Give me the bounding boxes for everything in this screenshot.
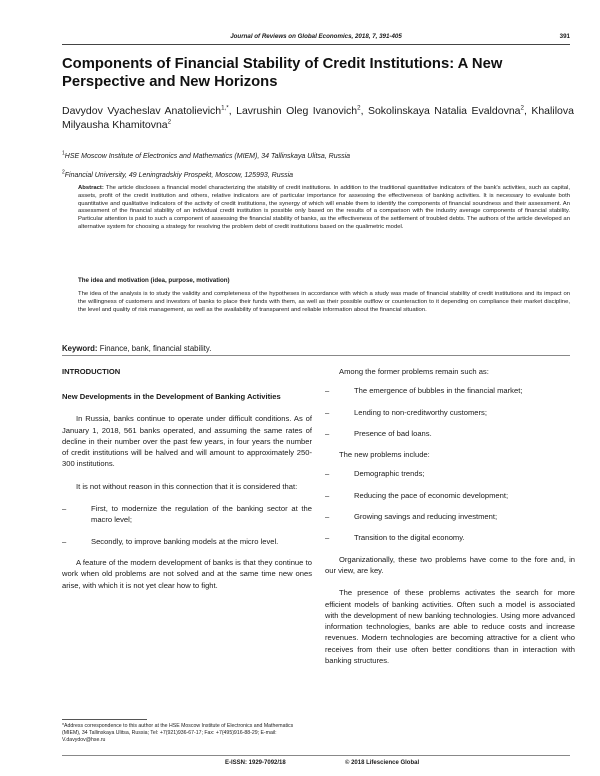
list-item-text: Secondly, to improve banking models at the micro level.: [91, 536, 279, 546]
list-intro: The new problems include:: [339, 450, 430, 460]
list-item-text: Lending to non-creditworthy customers;: [354, 407, 487, 417]
list-item: [325, 532, 575, 543]
list-item-text: Demographic trends;: [354, 469, 425, 479]
paragraph: A feature of the modern development of banks is that they continue to work when old problems are not solved and at the same time new ones arise, with which it is not yet clear how to fight.: [62, 557, 312, 590]
dash-marker: –: [325, 490, 330, 500]
abstract: [78, 185, 570, 232]
keywords: [62, 344, 211, 353]
affiliation-mark: 1: [62, 150, 65, 157]
list-intro: Among the former problems remain such as:: [339, 367, 489, 376]
header-divider: [62, 44, 570, 45]
author-affiliation-mark: 2: [357, 104, 361, 112]
author-list: Davydov Vyacheslav Anatolievich$^{1,*}$, Lavrushin Oleg Ivanovich$^2$, Sokolinskaya Natalia Evaldovna$^2$, Khalilova Milyausha Khamitovna$^2$: [62, 104, 574, 131]
affiliation-text: HSE Moscow Institute of Electronics and Mathematics (MIEM), 34 Tallinskaya Ulitsa, Russia: [64, 153, 351, 160]
section-heading: INTRODUCTION: [62, 367, 121, 376]
list-item: [325, 511, 575, 522]
author-affiliation-mark: 1,*: [221, 104, 229, 112]
dash-marker: –: [325, 512, 330, 522]
list-item-text: Presence of bad loans.: [354, 428, 432, 438]
affiliation-mark: 2: [62, 169, 65, 176]
affiliation-text: Financial University, 49 Leningradskiy Prospekt, Moscow, 125993, Russia: [64, 172, 294, 179]
dash-marker: –: [62, 504, 67, 514]
abstract-text: The article discloses a financial model characterizing the stability of credit institutions. In addition to the traditional quantitative indicators of the bank's activities, such as capital, assets, profit of the credit institution and others, relative indicators are of particular importance for assessing the effectiveness of banking activities. It is necessary to evaluate both quantitative and qualitative indicators of the activity of credit institutions, the synergy of which will enable them to identify the components of financial soundness and their assessment. An assessment of the financial stability of an individual credit institution is possible only based on the results of a comparison with the industry average components of financial stability. Particular attention is paid to such a component of assessing the financial stability of banks, as the effectiveness of the settlement of troubled debts. The authors of the article developed an alternative system for choosing a strategy for resolving the problem debt of credit institutions based on the qualimetric model.: [78, 185, 570, 230]
author-name: Khalilova Milyausha Khamitovna: [62, 105, 574, 131]
author-affiliation-mark: 2: [167, 118, 172, 126]
idea-text: The idea of the analysis is to study the validity and completeness of the hypotheses in accordance with which a study was made of financial stability of credit institutions and its impact on the willingness of customers and investors of banks to place their funds with them, as well as their possible outflow or counteraction to it depending on compliance their market discipline, the level and quality of risk management, as well as the availability of transparent and reliable information about the financial situation.: [78, 291, 570, 313]
correspondence-footnote: *Address correspondence to this author at the HSE Moscow Institute of Electronics and Mathematics (MIEM), 34 Tallinskaya Ulitsa, Russia; Tel: +7(921)936-67-17; Fax: +7(495)916-88-29; E-mail: V.davydov@hse.ru: [62, 723, 294, 743]
list-item: [62, 503, 312, 526]
affiliation-1: [62, 152, 582, 161]
list-item: [325, 490, 575, 501]
list-item: [325, 468, 575, 479]
page-number: 391: [559, 33, 570, 40]
list-item-text: First, to modernize the regulation of the banking sector at the macro level;: [91, 504, 312, 525]
subsection-heading: New Developments in the Development of Banking Activities: [62, 392, 281, 402]
footer-issn: E-ISSN: 1929-7092/18: [225, 760, 286, 766]
dash-marker: –: [325, 407, 330, 417]
dash-marker: –: [62, 536, 67, 546]
abstract-label: Abstract:: [78, 185, 104, 191]
paragraph: It is not without reason in this connection that it is considered that:: [76, 481, 298, 491]
list-item-text: Reducing the pace of economic development;: [354, 490, 509, 500]
list-item: [325, 385, 575, 396]
journal-citation: Journal of Reviews on Global Economics, 2018, 7, 391-405: [230, 33, 402, 40]
list-item-text: Growing savings and reducing investment;: [354, 512, 498, 522]
keyword-label: Keyword:: [62, 344, 98, 353]
list-item-text: Transition to the digital economy.: [354, 533, 465, 543]
list-item: [62, 536, 312, 547]
author-name: Lavrushin Oleg Ivanovich: [236, 105, 358, 117]
author-affiliation-mark: 2: [520, 104, 524, 112]
left-column: [62, 366, 312, 602]
paragraph: Organizationally, these two problems have come to the fore and, in our view, are key.: [325, 554, 575, 575]
right-column: [325, 366, 575, 677]
author-name: Davydov Vyacheslav Anatolievich: [62, 105, 222, 117]
keyword-list: Finance, bank, financial stability.: [99, 344, 212, 353]
paragraph: In Russia, banks continue to operate under difficult conditions. As of January 1, 2018, 561 banks operated, and assuming the same rates of decline in their number over the past few years, in four years the number of credit institutions will be halved and will amount to approximately 250-300 institutions.: [62, 414, 312, 469]
dash-marker: –: [325, 533, 330, 543]
affiliation-2: [62, 171, 582, 180]
article-title: Components of Financial Stability of Credit Institutions: A New Perspective and New Horizons: [62, 56, 503, 90]
keyword-divider: [62, 355, 570, 356]
author-name: Sokolinskaya Natalia Evaldovna: [367, 105, 521, 117]
list-item-text: The emergence of bubbles in the financial market;: [354, 386, 523, 396]
dash-marker: –: [325, 386, 330, 396]
paragraph: The presence of these problems activates the search for more efficient models of banking activities. Often such a model is associated with the development of new banking technologies. Using more advanced information technologies, banks are able to reduce costs and increase revenues. Modern technologies are becoming attractive for a client who receives from their use often better conditions than in interaction with banking structures.: [325, 588, 575, 666]
idea-heading: The idea and motivation (idea, purpose, motivation): [78, 277, 230, 284]
list-item: [325, 428, 575, 439]
dash-marker: –: [325, 428, 330, 438]
dash-marker: –: [325, 469, 330, 479]
footnote-divider: [62, 719, 147, 720]
footer-copyright: © 2018 Lifescience Global: [345, 760, 420, 766]
footer-divider: [62, 755, 570, 756]
list-item: [325, 407, 575, 418]
